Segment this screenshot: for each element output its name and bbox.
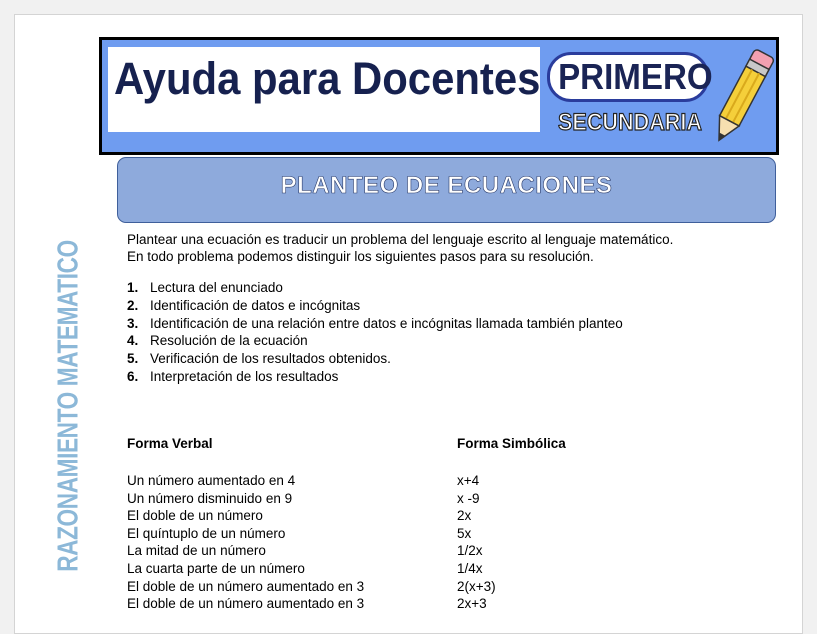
document-page	[14, 14, 803, 634]
step-text: Resolución de la ecuación	[150, 333, 308, 349]
grade-label: PRIMERO	[558, 56, 713, 97]
pencil-icon	[707, 42, 776, 152]
symbolic-cell: 5x	[457, 525, 472, 541]
verbal-cell: El doble de un número	[127, 508, 263, 524]
step-item	[127, 350, 693, 368]
intro-text-1: Plantear una ecuación es traducir un problema del lenguaje escrito al lenguaje matemático.	[127, 232, 674, 247]
symbolic-cell: 1/4x	[457, 560, 483, 576]
translation-table	[127, 472, 693, 613]
symbolic-cell: x+4	[457, 473, 480, 488]
step-item	[127, 279, 693, 297]
section-title-box	[117, 157, 776, 223]
symbolic-cell: 1/2x	[457, 543, 483, 559]
section-title: PLANTEO DE ECUACIONES	[280, 172, 613, 199]
side-label: RAZONAMIENTO MATEMATICO	[52, 239, 85, 572]
verbal-cell: Un número aumentado en 4	[127, 473, 296, 488]
step-number: 3.	[127, 315, 139, 331]
step-text: Identificación de datos e incógnitas	[150, 297, 361, 313]
step-text: Lectura del enunciado	[150, 280, 283, 295]
step-number: 2.	[127, 297, 139, 313]
verbal-cell: La cuarta parte de un número	[127, 560, 305, 576]
step-text: Identificación de una relación entre datos e incógnitas llamada también planteo	[150, 315, 623, 331]
step-number: 6.	[127, 368, 139, 384]
verbal-cell: El doble de un número aumentado en 3	[127, 596, 365, 612]
header-banner	[99, 37, 779, 155]
symbolic-cell: 2x+3	[457, 596, 487, 612]
banner-background	[102, 40, 776, 152]
table-row	[127, 490, 693, 508]
symbolic-cell: 2x	[457, 508, 472, 524]
verbal-cell: El quíntuplo de un número	[127, 525, 286, 541]
column-header-symbolic: Forma Simbólica	[457, 436, 566, 451]
table-row	[127, 595, 693, 613]
intro-paragraph	[127, 231, 693, 265]
step-text: Verificación de los resultados obtenidos.	[150, 351, 391, 367]
banner-title: Ayuda para Docentes	[114, 53, 541, 104]
side-label-container	[52, 239, 85, 572]
verbal-cell: La mitad de un número	[127, 543, 266, 559]
table-row	[127, 542, 693, 560]
steps-list	[127, 279, 693, 386]
step-number: 1.	[127, 280, 139, 295]
verbal-cell: Un número disminuido en 9	[127, 490, 293, 506]
step-text: Interpretación de los resultados	[150, 368, 339, 384]
table-row	[127, 507, 693, 525]
symbolic-cell: 2(x+3)	[457, 578, 496, 594]
step-item	[127, 315, 693, 333]
symbolic-cell: x -9	[457, 490, 480, 506]
step-item	[127, 368, 693, 386]
intro-text-2: En todo problema podemos distinguir los siguientes pasos para su resolución.	[127, 249, 594, 264]
step-item	[127, 297, 693, 315]
step-number: 5.	[127, 351, 139, 367]
column-header-verbal: Forma Verbal	[127, 436, 213, 451]
step-item	[127, 332, 693, 350]
level-label: SECUNDARIA	[558, 109, 703, 136]
table-row	[127, 525, 693, 543]
verbal-cell: El doble de un número aumentado en 3	[127, 578, 365, 594]
table-row	[127, 472, 693, 490]
table-row	[127, 560, 693, 578]
table-row	[127, 578, 693, 596]
step-number: 4.	[127, 333, 139, 349]
document-body	[127, 231, 693, 612]
